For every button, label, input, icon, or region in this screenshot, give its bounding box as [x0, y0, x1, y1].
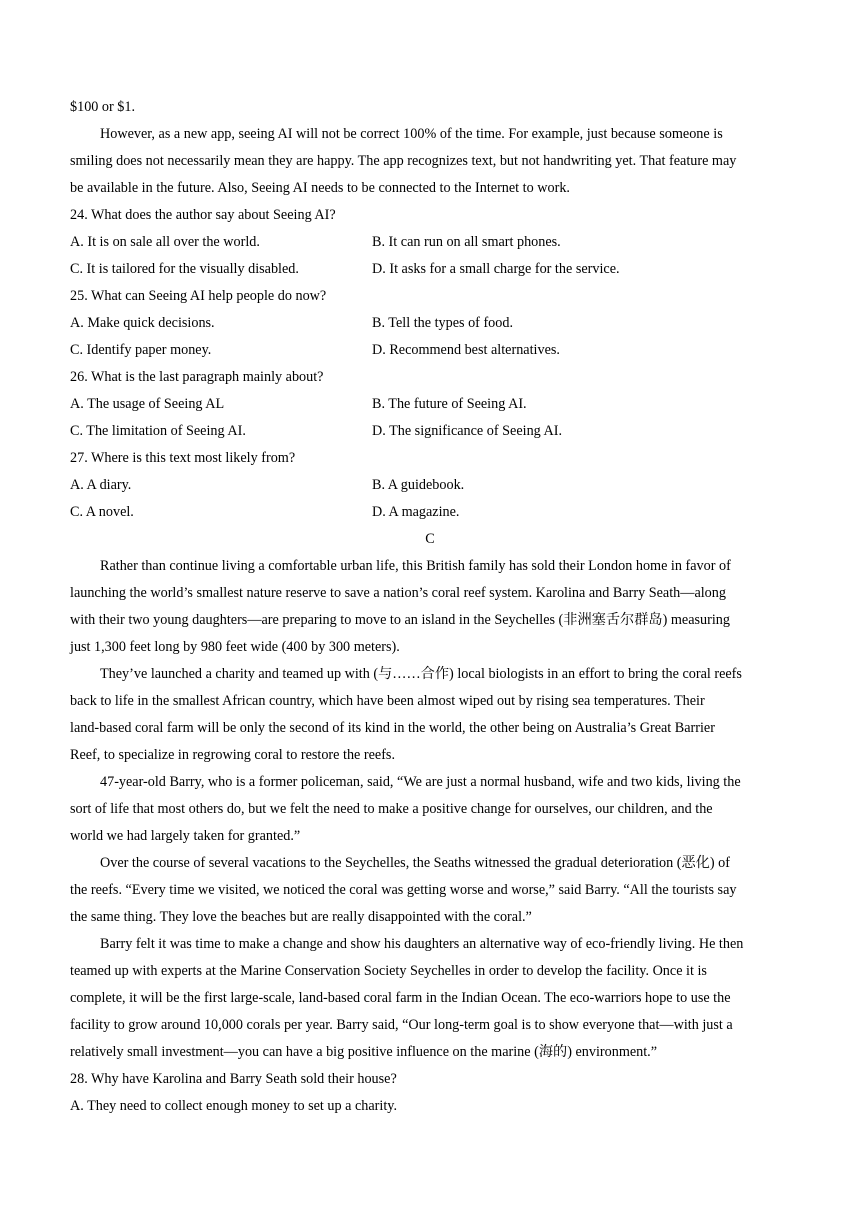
option-a: A. Make quick decisions. — [70, 315, 215, 331]
passage-text-line: world we had largely taken for granted.” — [70, 828, 301, 844]
question-stem: 24. What does the author say about Seeing AI? — [70, 207, 336, 223]
option-d: D. Recommend best alternatives. — [372, 342, 560, 358]
passage-text-line: complete, it will be the first large-scale, land-based coral farm in the Indian Ocean. The eco-warriors hope to use the — [70, 990, 731, 1006]
option-d: D. It asks for a small charge for the service. — [372, 261, 620, 277]
passage-text-line: Rather than continue living a comfortable urban life, this British family has sold their London home in favor of — [100, 558, 731, 574]
option-b: B. It can run on all smart phones. — [372, 234, 561, 250]
passage-text-line: Over the course of several vacations to the Seychelles, the Seaths witnessed the gradual deterioration (恶化) of — [100, 855, 730, 871]
question-stem: 25. What can Seeing AI help people do now? — [70, 288, 327, 304]
question-stem: 28. Why have Karolina and Barry Seath sold their house? — [70, 1071, 397, 1087]
option-a: A. The usage of Seeing AL — [70, 396, 225, 412]
option-b: B. A guidebook. — [372, 477, 465, 493]
passage-text-line: Reef, to specialize in regrowing coral to restore the reefs. — [70, 747, 395, 763]
option-c: C. A novel. — [70, 504, 134, 520]
passage-text-line: back to life in the smallest African country, which have been almost wiped out by rising sea temperatures. Their — [70, 693, 705, 709]
option-c: C. Identify paper money. — [70, 342, 212, 358]
option-b: B. Tell the types of food. — [372, 315, 513, 331]
passage-text-line: launching the world’s smallest nature reserve to save a nation’s coral reef system. Karolina and Barry Seath—along — [70, 585, 726, 601]
option-c: C. It is tailored for the visually disabled. — [70, 261, 299, 277]
passage-text-line: with their two young daughters—are preparing to move to an island in the Seychelles (非洲塞舌尔群岛) measuring — [70, 612, 730, 628]
passage-text-line: just 1,300 feet long by 980 feet wide (400 by 300 meters). — [70, 639, 400, 655]
option-a: A. A diary. — [70, 477, 132, 493]
option-a: A. It is on sale all over the world. — [70, 234, 260, 250]
question-stem: 26. What is the last paragraph mainly about? — [70, 369, 324, 385]
option-c: C. The limitation of Seeing AI. — [70, 423, 246, 439]
option-d: D. The significance of Seeing AI. — [372, 423, 563, 439]
passage-text-line: Barry felt it was time to make a change and show his daughters an alternative way of eco-friendly living. He then — [100, 936, 744, 952]
passage-text-line: facility to grow around 10,000 corals per year. Barry said, “Our long-term goal is to show everyone that—with just a — [70, 1017, 733, 1033]
passage-text-line: teamed up with experts at the Marine Conservation Society Seychelles in order to develop the facility. Once it is — [70, 963, 707, 979]
passage-text-line: 47-year-old Barry, who is a former policeman, said, “We are just a normal husband, wife and two kids, living the — [100, 774, 741, 790]
passage-text-line: $100 or $1. — [70, 99, 136, 115]
passage-text-line: smiling does not necessarily mean they are happy. The app recognizes text, but not handwriting yet. That feature may — [70, 153, 737, 169]
option-d: D. A magazine. — [372, 504, 460, 520]
question-stem: 27. Where is this text most likely from? — [70, 450, 296, 466]
passage-text-line: relatively small investment—you can have a big positive influence on the marine (海的) environment.” — [70, 1044, 658, 1060]
option-a: A. They need to collect enough money to set up a charity. — [70, 1098, 398, 1114]
passage-text-line: be available in the future. Also, Seeing AI needs to be connected to the Internet to work. — [70, 180, 570, 196]
section-heading: C — [425, 531, 435, 547]
passage-text-line: land-based coral farm will be only the second of its kind in the world, the other being on Australia’s Great Barrier — [70, 720, 715, 736]
passage-text-line: the reefs. “Every time we visited, we noticed the coral was getting worse and worse,” said Barry. “All the tourists say — [70, 882, 737, 898]
option-b: B. The future of Seeing AI. — [372, 396, 527, 412]
passage-text-line: sort of life that most others do, but we felt the need to make a positive change for ourselves, our children, and the — [70, 801, 713, 817]
passage-text-line: the same thing. They love the beaches but are really disappointed with the coral.” — [70, 909, 532, 925]
passage-text-line: However, as a new app, seeing AI will not be correct 100% of the time. For example, just because someone is — [100, 126, 723, 142]
passage-text-line: They’ve launched a charity and teamed up with (与……合作) local biologists in an effort to bring the coral reefs — [100, 666, 742, 682]
